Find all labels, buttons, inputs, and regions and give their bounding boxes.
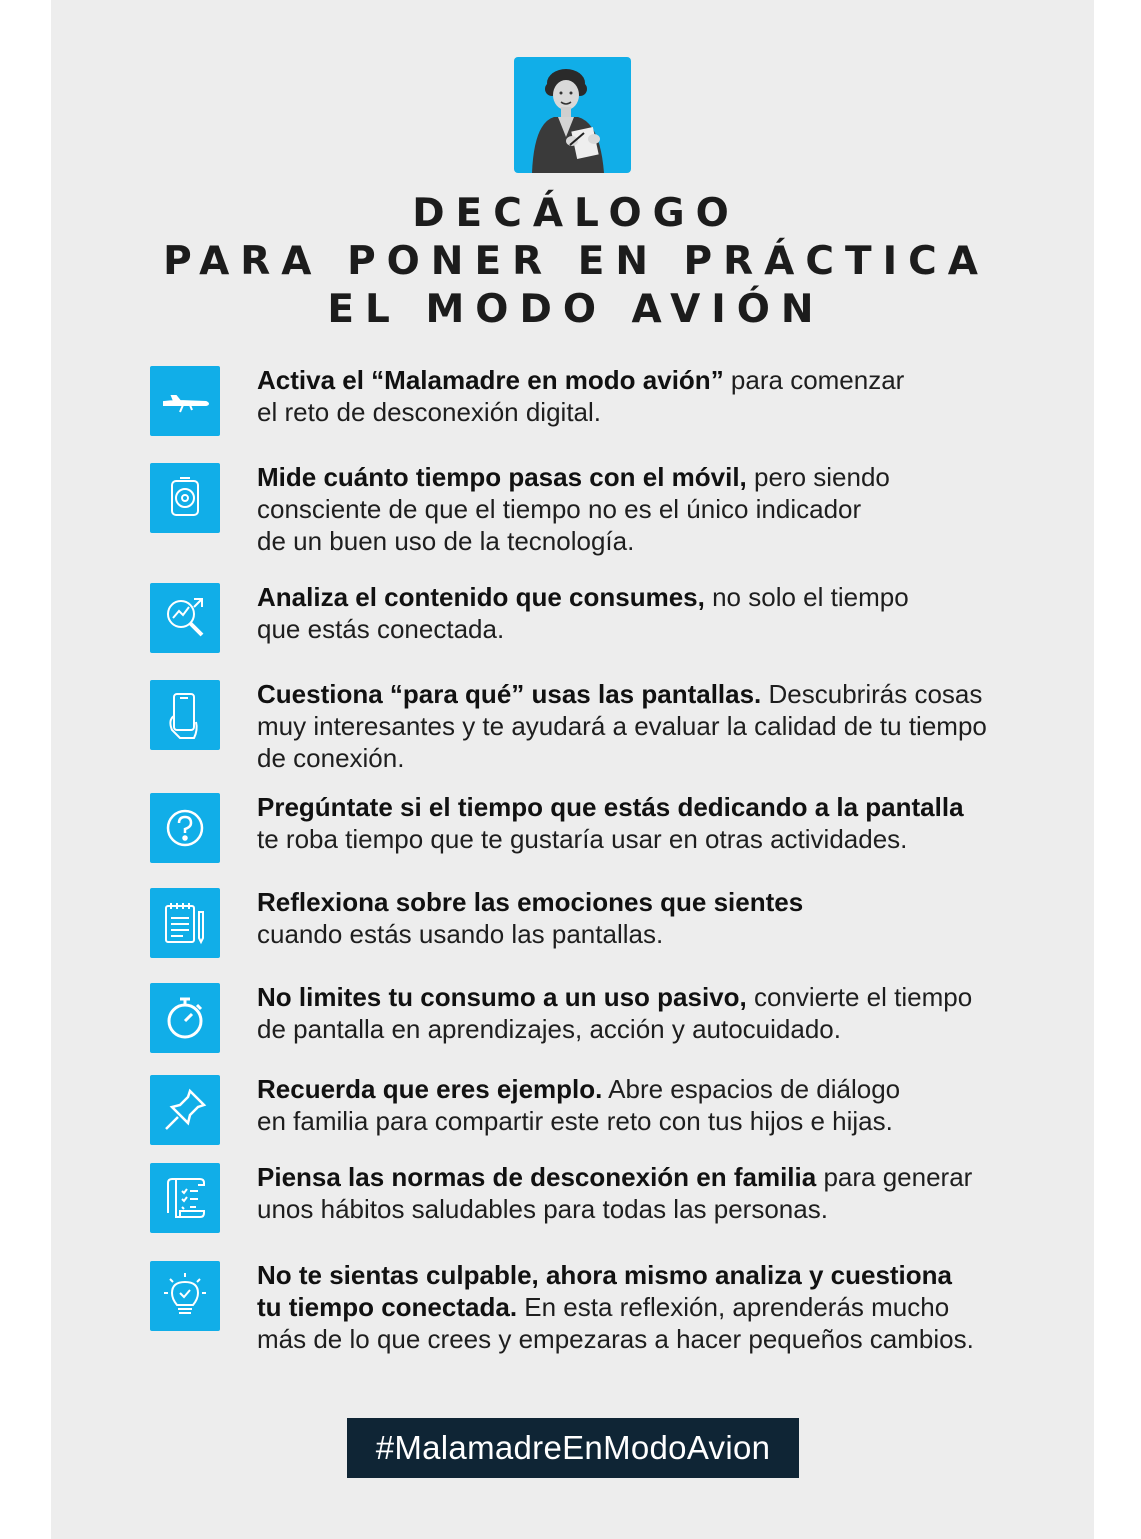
item-text: Cuestiona “para qué” usas las pantallas. Descubrirás cosas muy interesantes y te ayudará a evaluar la calidad de tu tiempo de conexión. bbox=[257, 679, 987, 773]
stopwatch-icon bbox=[150, 463, 220, 533]
item-text: Analiza el contenido que consumes, no solo el tiempo que estás conectada. bbox=[257, 582, 909, 644]
item-text: Activa el “Malamadre en modo avión” para comenzar el reto de desconexión digital. bbox=[257, 365, 905, 427]
title-line-1: DECÁLOGO bbox=[412, 191, 740, 236]
pin-icon bbox=[150, 1075, 220, 1145]
item-text: Mide cuánto tiempo pasas con el móvil, pero siendo consciente de que el tiempo no es el único indicador de un buen uso de la tecnología. bbox=[257, 462, 890, 556]
title-line-2: PARA PONER EN PRÁCTICA bbox=[163, 239, 989, 284]
page-title bbox=[0, 190, 1141, 334]
question-icon bbox=[150, 793, 220, 863]
analytics-search-icon bbox=[150, 583, 220, 653]
item-text: Recuerda que eres ejemplo. Abre espacios de diálogo en familia para compartir este reto con tus hijos e hijas. bbox=[257, 1074, 901, 1136]
lightbulb-icon bbox=[150, 1261, 220, 1331]
notepad-icon bbox=[150, 888, 220, 958]
timer-icon bbox=[150, 983, 220, 1053]
hashtag-banner: #MalamadreEnModoAvion bbox=[347, 1418, 799, 1478]
item-text: Reflexiona sobre las emociones que sientes cuando estás usando las pantallas. bbox=[257, 887, 804, 949]
logo-woman-illustration bbox=[514, 57, 631, 173]
phone-hand-icon bbox=[150, 680, 220, 750]
title-line-3: EL MODO AVIÓN bbox=[327, 287, 825, 332]
item-text: No te sientas culpable, ahora mismo analiza y cuestiona tu tiempo conectada. En esta reflexión, aprenderás mucho más de lo que crees y empezaras a hacer pequeños cambios. bbox=[257, 1260, 974, 1354]
checklist-scroll-icon bbox=[150, 1163, 220, 1233]
airplane-icon bbox=[150, 366, 220, 436]
item-text: Pregúntate si el tiempo que estás dedicando a la pantalla te roba tiempo que te gustaría usar en otras actividades. bbox=[257, 792, 964, 854]
item-text: Piensa las normas de desconexión en familia para generar unos hábitos saludables para todas las personas. bbox=[257, 1162, 973, 1224]
item-text: No limites tu consumo a un uso pasivo, convierte el tiempo de pantalla en aprendizajes, acción y autocuidado. bbox=[257, 982, 973, 1044]
